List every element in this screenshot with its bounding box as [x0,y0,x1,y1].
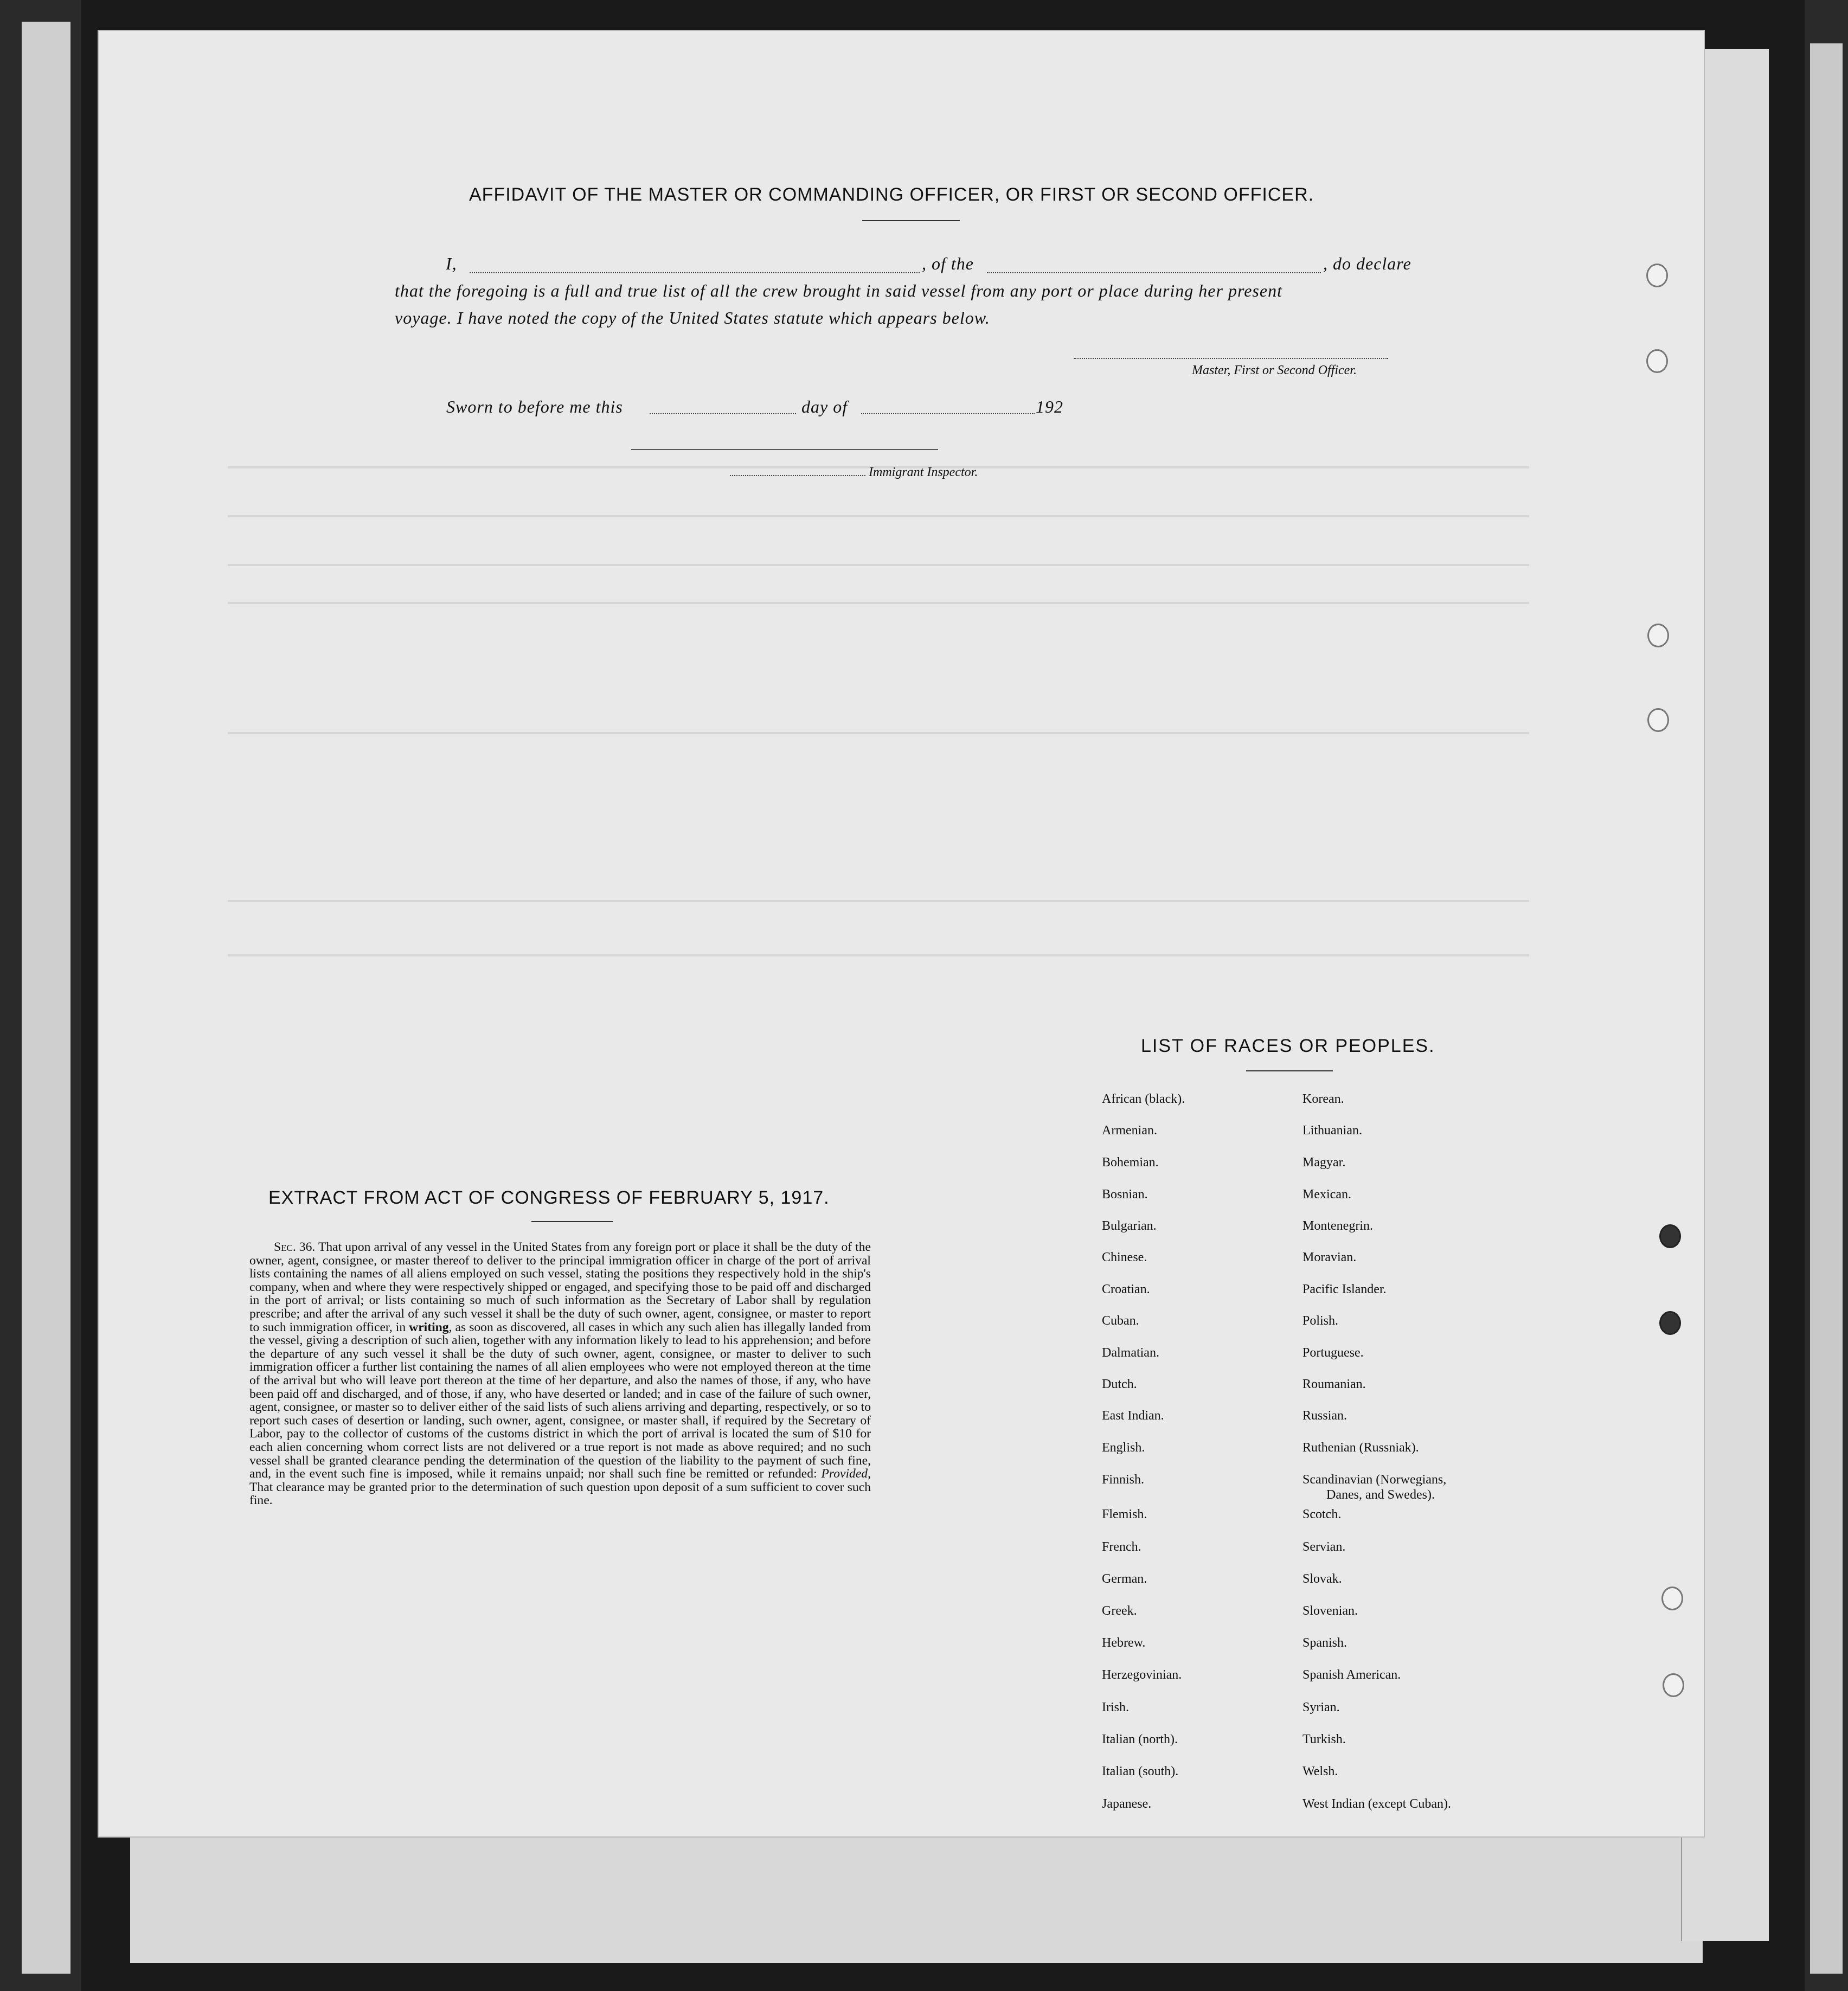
show-through-line [228,900,1529,902]
affidavit-line1-start: I, [446,254,457,273]
name-blank [470,272,920,273]
scan-border-left [0,0,81,1991]
sworn-year: 192 [1036,397,1063,416]
vessel-blank [987,272,1321,273]
show-through-line [228,954,1529,956]
race-item: Dutch. [1102,1377,1137,1391]
race-item: Moravian. [1302,1250,1357,1264]
race-item: Hebrew. [1102,1636,1146,1650]
section-label: Sec. 36. [274,1240,316,1254]
race-item: Korean. [1302,1092,1344,1106]
extract-body-part-b: , as soon as discovered, all cases in which any such alien has illegally landed from the vessel, giving a description of such alien, together with any information likely to lead to his apprehension; and before the departure of any such vessel it shall be the duty of such owner, agent, consignee, or master to deliver to such immigration officer a further list containing the names of all alien employees who were not employed thereon at the time of the arrival but who will leave port thereon at the time of her departure, and also the names of those, if any, who have been paid off and discharged, and of those, if any, who have deserted or landed; and in case of the failure of such owner, agent, consignee, or master so to deliver either of the said lists of such aliens arriving and departing, respectively, or so to report such cases of desertion or landing, such owner, agent, consignee, or master shall, if required by the Secretary of Labor, pay to the collector of customs of the customs district in which the port of arrival is located the sum of $10 for each alien concerning whom correct lists are not delivered or a true report is not made as above required; and no such vessel shall be granted clearance pending the determination of the question of the liability to the payment of such fine, and, in the event such fine is imposed, while it remains unpaid; nor shall such fine be remitted or refunded: [249,1320,871,1481]
punch-hole [1647,624,1669,647]
show-through-line [228,564,1529,566]
race-item: East Indian. [1102,1409,1164,1423]
race-item: Italian (south). [1102,1764,1179,1778]
title-underline [862,220,960,221]
extract-title-underline [531,1221,613,1222]
punch-hole [1646,264,1668,287]
inspector-signature-rule [631,449,938,450]
document-page [98,30,1705,1838]
affidavit-line1-mid: , of the [922,254,974,273]
race-item: Russian. [1302,1409,1348,1423]
race-item: Bohemian. [1102,1155,1159,1170]
race-item: Japanese. [1102,1797,1152,1811]
scan-border-right [1805,0,1848,1991]
race-item: Scotch. [1302,1507,1342,1521]
affidavit-line2: that the foregoing is a full and true list of all the crew brought in said vessel from any port or place during her present [395,281,1282,300]
race-item: Pacific Islander. [1302,1282,1387,1296]
race-item: Spanish American. [1302,1668,1401,1682]
race-item: Danes, and Swedes). [1326,1488,1435,1502]
extract-body [249,1241,871,1507]
race-item: Polish. [1302,1314,1339,1328]
race-item: Welsh. [1302,1764,1338,1778]
punch-hole [1659,1311,1681,1335]
affidavit-line1-end: , do declare [1323,254,1411,273]
race-item: West Indian (except Cuban). [1302,1797,1451,1811]
show-through-line [228,732,1529,734]
race-item: Montenegrin. [1302,1219,1373,1233]
affidavit-line3: voyage. I have noted the copy of the United States statute which appears below. [395,308,990,327]
race-item: Servian. [1302,1540,1346,1554]
race-item: Ruthenian (Russniak). [1302,1441,1419,1455]
race-item: Greek. [1102,1604,1137,1618]
extract-body-part-a: That upon arrival of any vessel in the United States from any foreign port or place it shall be the duty of the owner, agent, consignee, or master thereof to deliver to the principal immigration officer in charge of the port of arrival lists containing the names of all aliens employed on such vessel, stating the positions they respectively hold in the ship's company, when and where they were respectively shipped or engaged, and specifying those to be paid off and discharged in the port of arrival; or lists containing so much of such information as the Secretary of Labor shall by regulation prescribe; and after the arrival of any such vessel it shall be the duty of such owner, agent, consignee, or master to report to such immigration officer, in [249,1240,871,1334]
race-item: Slovak. [1302,1572,1342,1586]
race-item: Dalmatian. [1102,1346,1159,1360]
show-through-line [228,602,1529,604]
race-item: Mexican. [1302,1187,1351,1202]
races-title-underline [1246,1070,1333,1071]
inspector-caption: Immigrant Inspector. [869,465,978,479]
race-item: Spanish. [1302,1636,1348,1650]
race-item: Bosnian. [1102,1187,1148,1202]
punch-hole [1661,1587,1683,1610]
race-item: Slovenian. [1302,1604,1358,1618]
sworn-start: Sworn to before me this [446,397,623,416]
race-item: Lithuanian. [1302,1123,1362,1138]
punch-hole [1647,708,1669,732]
master-caption: Master, First or Second Officer. [1192,363,1357,377]
extract-body-writing: writing [409,1320,449,1334]
race-item: German. [1102,1572,1147,1586]
sworn-mid: day of [801,397,848,416]
race-item: Flemish. [1102,1507,1147,1521]
race-item: Herzegovinian. [1102,1668,1182,1682]
race-item: Magyar. [1302,1155,1346,1170]
punch-hole [1663,1673,1684,1697]
race-item: Turkish. [1302,1732,1346,1746]
day-blank [650,413,796,414]
race-item: Irish. [1102,1700,1129,1714]
extract-body-provided: Provided, [821,1467,871,1481]
race-item: Roumanian. [1302,1377,1366,1391]
race-item: African (black). [1102,1092,1185,1106]
show-through-line [228,515,1529,517]
race-item: Bulgarian. [1102,1219,1157,1233]
month-blank [861,413,1035,414]
punch-hole [1659,1224,1681,1248]
extract-body-part-c: That clearance may be granted prior to the determination of such question upon deposit of a sum sufficient to cover such fine. [249,1480,871,1508]
inspector-blank [730,475,865,476]
punch-hole [1646,349,1668,373]
race-item: English. [1102,1441,1145,1455]
race-item: Syrian. [1302,1700,1340,1714]
race-item: Finnish. [1102,1473,1145,1487]
extract-title: EXTRACT FROM ACT OF CONGRESS OF FEBRUARY 5, 1917. [268,1187,830,1208]
race-item: Croatian. [1102,1282,1150,1296]
adjacent-page-right [1810,43,1843,1974]
race-item: Cuban. [1102,1314,1139,1328]
master-signature-blank [1074,358,1388,359]
race-item: Chinese. [1102,1250,1147,1264]
affidavit-title: AFFIDAVIT OF THE MASTER OR COMMANDING OFFICER, OR FIRST OR SECOND OFFICER. [469,184,1314,205]
race-item: Scandinavian (Norwegians, [1302,1473,1447,1487]
races-title: LIST OF RACES OR PEOPLES. [1141,1036,1435,1056]
race-item: Portuguese. [1302,1346,1364,1360]
race-item: French. [1102,1540,1141,1554]
race-item: Italian (north). [1102,1732,1178,1746]
adjacent-page-left [22,22,70,1974]
race-item: Armenian. [1102,1123,1157,1138]
